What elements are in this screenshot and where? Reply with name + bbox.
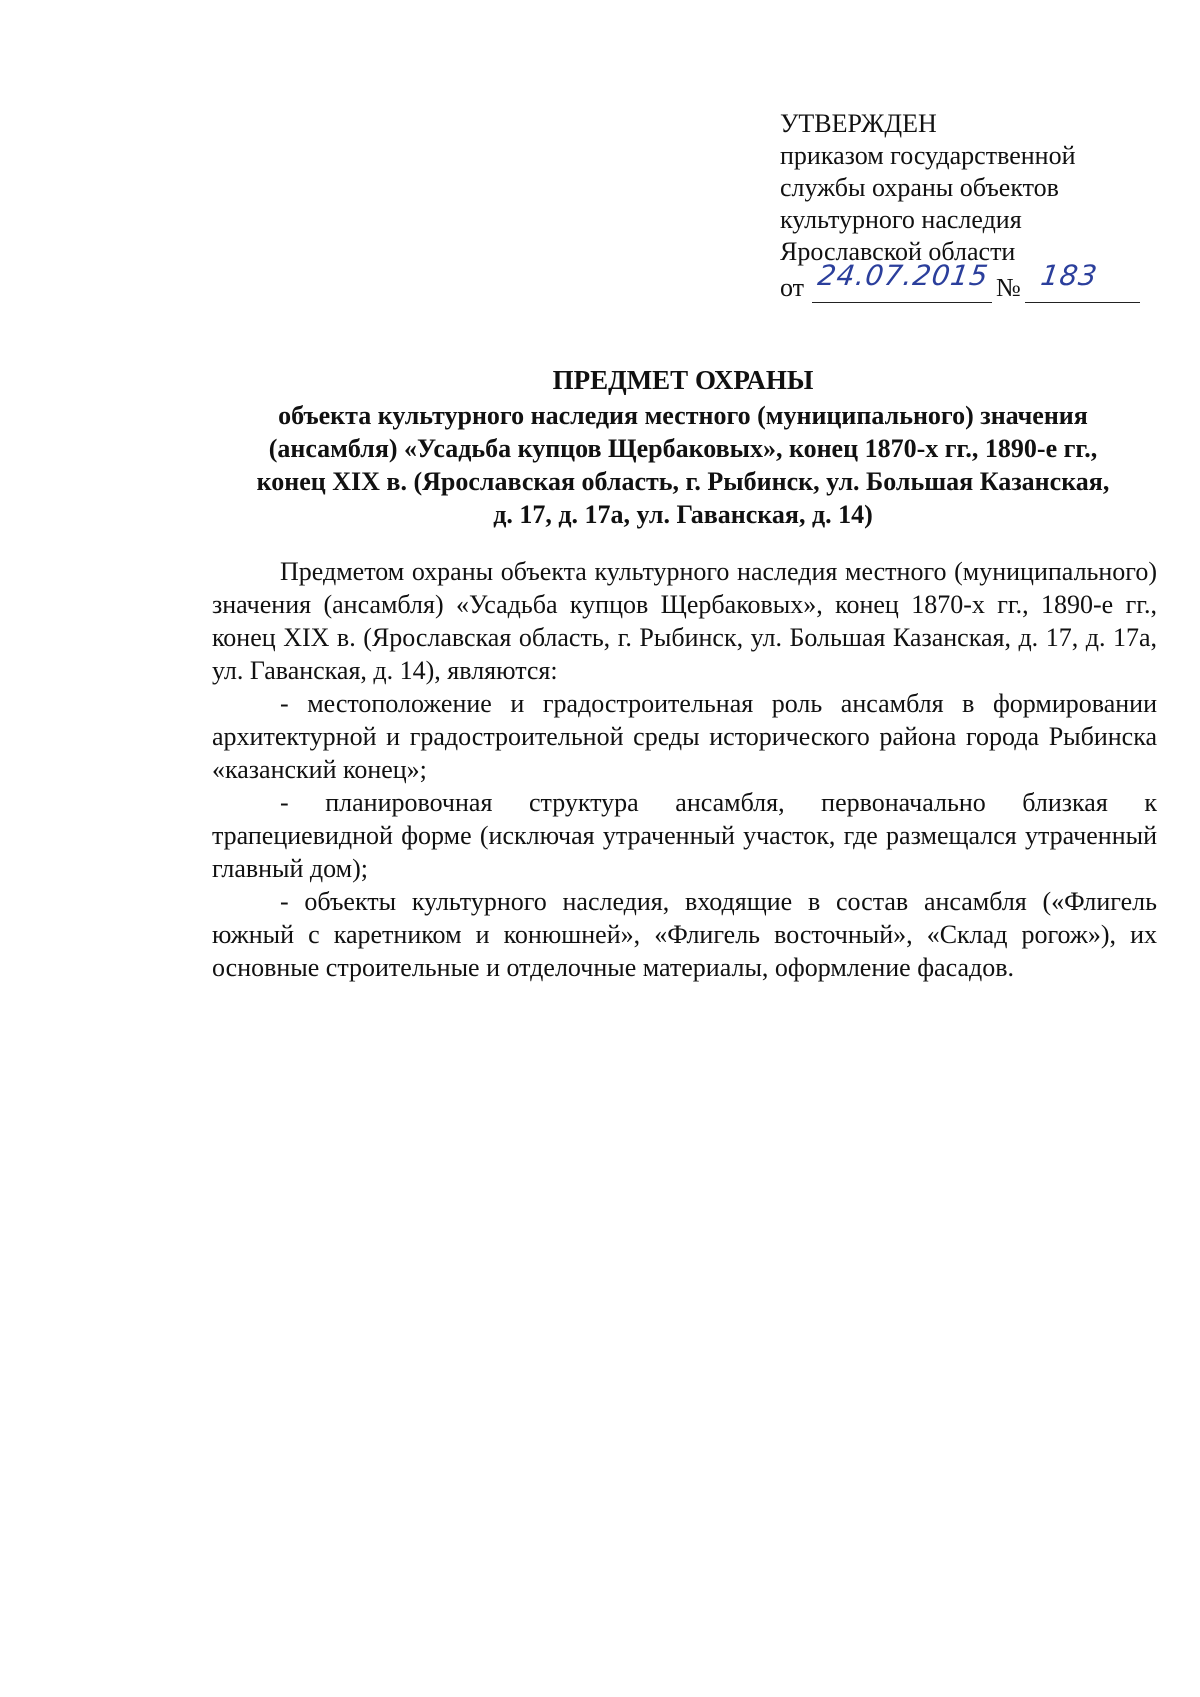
approval-heading: УТВЕРЖДЕН (780, 109, 937, 138)
handwritten-number: 183 (1038, 259, 1100, 292)
body-paragraph: - планировочная структура ансамбля, первоначально близкая к трапециевидной форме (исключая утраченный участок, где размещался утраченный главный дом); (212, 788, 1157, 883)
title-line: д. 17, д. 17а, ул. Гаванская, д. 14) (493, 500, 873, 529)
body-paragraph: Предметом охраны объекта культурного наследия местного (муниципального) значения (ансамбля) «Усадьба купцов Щербаковых», конец 1870-х гг., 1890-е гг., конец XIX в. (Ярославская область, г. Рыбинск, ул. Большая Казанская, д. 17, д. 17а, ул. Гаванская, д. 14), являются: (212, 557, 1157, 685)
approval-block (780, 108, 1160, 308)
title-line: (ансамбля) «Усадьба купцов Щербаковых», конец 1870-х гг., 1890-е гг., (268, 434, 1098, 463)
document-title: ПРЕДМЕТ ОХРАНЫ (552, 365, 814, 395)
date-field (812, 259, 992, 303)
document-title-block (208, 364, 1158, 531)
approval-line: службы охраны объектов (780, 173, 1059, 202)
title-line: объекта культурного наследия местного (муниципального) значения (278, 401, 1088, 430)
approval-line: Ярославской области (780, 237, 1016, 266)
title-line: конец XIX в. (Ярославская область, г. Рыбинск, ул. Большая Казанская, (256, 467, 1110, 496)
approval-line: культурного наследия (780, 205, 1022, 234)
approval-date-line (780, 259, 1160, 308)
number-field (1025, 259, 1140, 303)
document-body (212, 555, 1157, 984)
approval-line: приказом государственной (780, 141, 1076, 170)
number-prefix: № (996, 273, 1021, 302)
handwritten-date: 24.07.2015 (815, 259, 991, 292)
date-prefix: от (780, 273, 805, 302)
body-paragraph: - местоположение и градостроительная роль ансамбля в формировании архитектурной и градостроительной среды исторического района города Рыбинска «казанский конец»; (212, 689, 1157, 784)
body-paragraph: - объекты культурного наследия, входящие в состав ансамбля («Флигель южный с каретником и конюшней», «Флигель восточный», «Склад рогож»), их основные строительные и отделочные материалы, оформление фасадов. (212, 887, 1157, 982)
